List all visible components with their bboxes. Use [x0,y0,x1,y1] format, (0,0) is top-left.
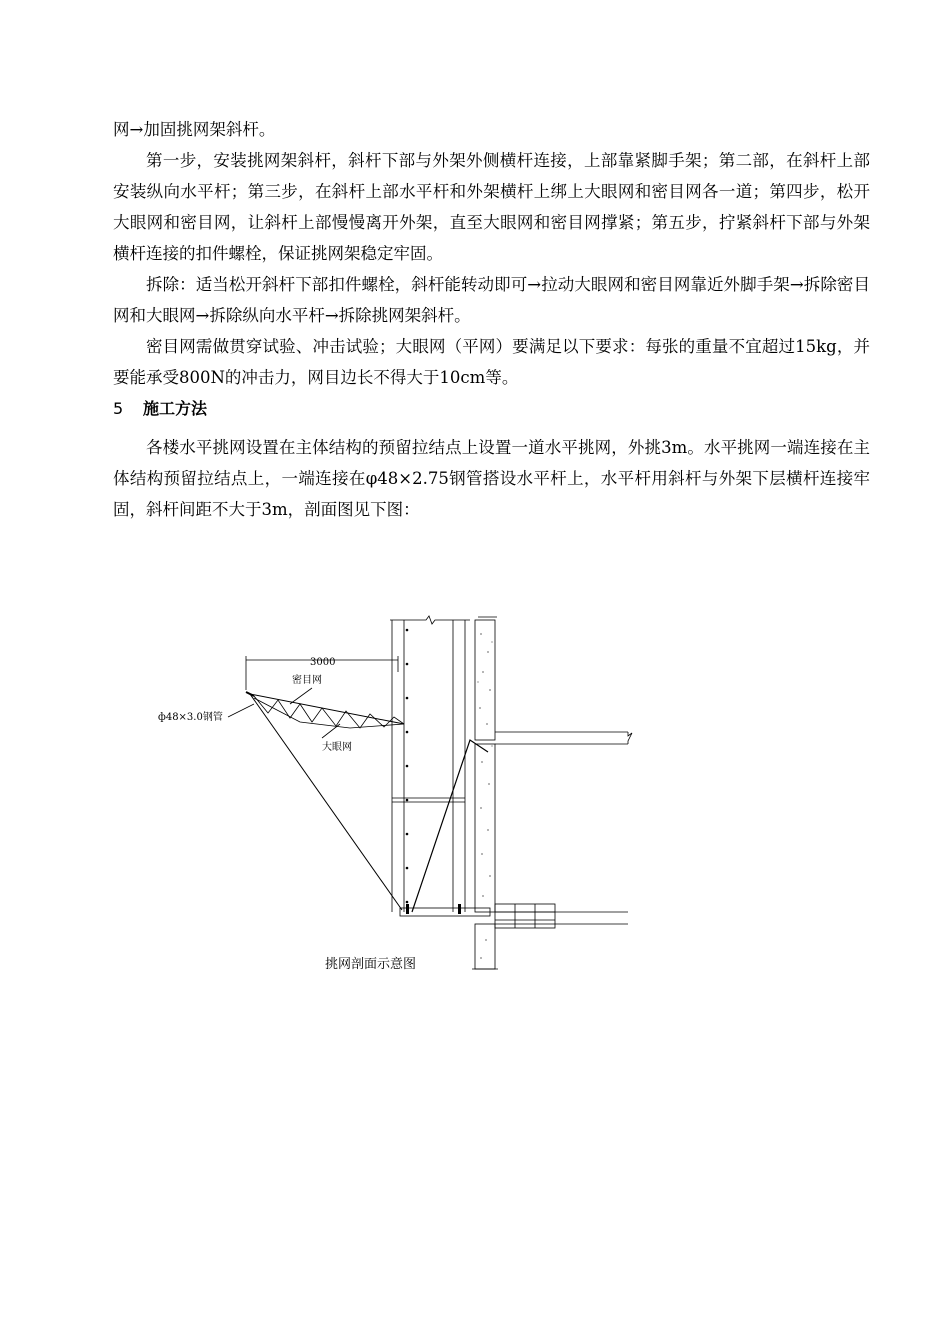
section-title: 施工方法 [143,399,208,418]
section-diagram [150,612,680,977]
section-heading [113,393,870,424]
paragraph-removal: 拆除：适当松开斜杆下部扣件螺栓，斜杆能转动即可→拉动大眼网和密目网靠近外脚手架→拆除密目网和大眼网→拆除纵向水平杆→拆除挑网架斜杆。 [113,275,870,325]
concrete-wall-upper [475,620,495,740]
paragraph-installation-steps: 第一步，安装挑网架斜杆，斜杆下部与外架外侧横杆连接，上部靠紧脚手架；第二部，在斜杆上部安装纵向水平杆；第三步，在斜杆上部水平杆和外架横杆上绑上大眼网和密目网各一道；第四步，松开大眼网和密目网，让斜杆上部慢慢离开外架，直至大眼网和密目网撑紧；第五步，拧紧斜杆下部与外架横杆连接的扣件螺栓，保证挑网架稳定牢固。 [113,151,870,263]
fine-net-label: 密目网 [292,675,322,686]
pipe-end [246,692,254,696]
net-top-pipe [250,694,404,724]
body-text [113,114,870,525]
leader-fine-net [290,688,312,704]
paragraph-continuation: 网→加固挑网架斜杆。 [113,120,276,139]
top-break-line [390,616,470,624]
slab-upper-break [628,732,632,744]
figure-caption: 挑网剖面示意图 [325,957,417,972]
leader-steel-pipe [228,704,254,717]
cantilever-diagonal-pipe [250,694,402,910]
paragraph-construction-method: 各楼水平挑网设置在主体结构的预留拉结点上设置一道水平挑网，外挑3m。水平挑网一端连接在主体结构预留拉结点上，一端连接在φ48×2.75钢管搭设水平杆上，水平杆用斜杆与外架下层横杆连接牢固，斜杆间距不大于3m，剖面图见下图： [113,438,870,519]
paragraph-net-requirements: 密目网需做贯穿试验、冲击试验；大眼网（平网）要满足以下要求：每张的重量不宜超过15kg，并要能承受800N的冲击力，网目边长不得大于10cm等。 [113,337,870,387]
dimension-label: 3000 [310,657,336,668]
scaffold-diagonal-brace [412,740,488,912]
steel-pipe-label: ф48×3.0钢管 [158,712,223,723]
base-bracket [495,904,555,928]
concrete-wall-lower [475,744,495,912]
cantilever-net-section-drawing [150,612,680,977]
net-mesh-zigzag [254,696,404,728]
concrete-wall-bottom [475,924,495,969]
big-net-label: 大眼网 [322,742,352,753]
section-number: 5 [113,399,124,418]
